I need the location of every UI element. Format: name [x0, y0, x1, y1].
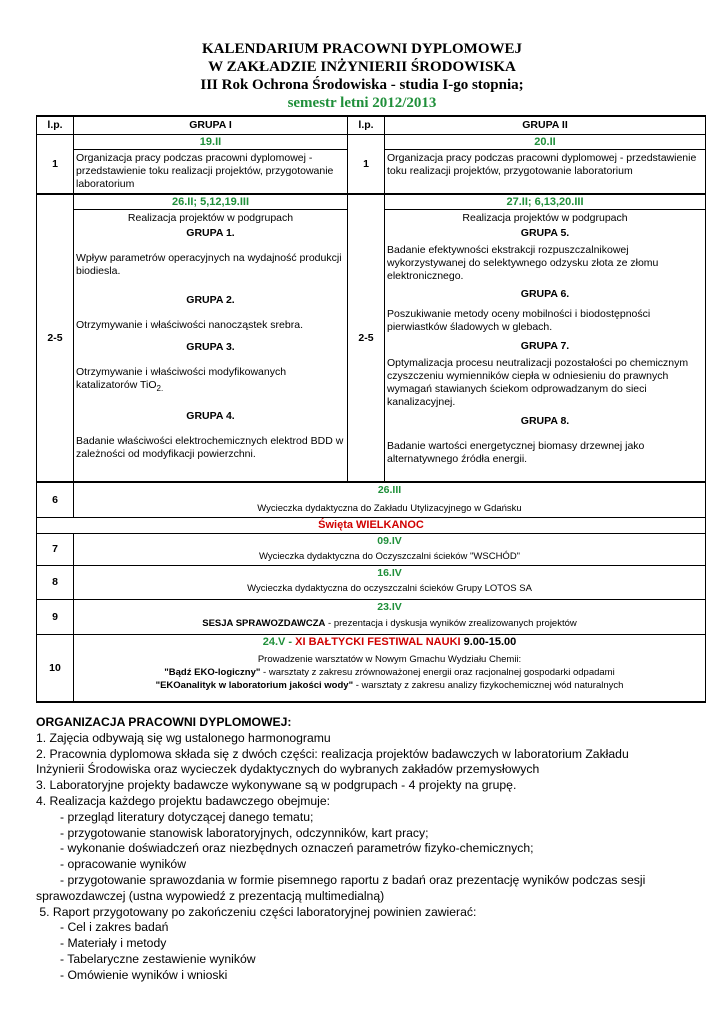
- group-1-date: 26.II; 5,12,19.III: [74, 195, 347, 210]
- group-2-intro: Realizacja projektów w podgrupach: [462, 212, 628, 224]
- subgroup-8-label: GRUPA 8.: [520, 415, 570, 427]
- row-7-text: Wycieczka dydaktyczna do Oczyszczalni ścieków "WSCHÓD": [258, 551, 521, 562]
- row-6-date: 26.III: [377, 484, 402, 496]
- subgroup-7-label: GRUPA 7.: [520, 340, 570, 352]
- workshop-intro: Prowadzenie warsztatów w Nowym Gmachu Wydziału Chemii:: [257, 654, 522, 665]
- row-number: 2-5: [37, 194, 74, 482]
- row-number-2: 1: [348, 135, 385, 195]
- row-number: 10: [37, 635, 74, 703]
- row-9-cell: [74, 600, 706, 635]
- festival-time: 9.00-15.00: [460, 636, 517, 648]
- workshop-1-desc: - warsztaty z zakresu zrównoważonej energii oraz racjonalnej gospodarki odpadami: [260, 667, 615, 678]
- row-6-text: Wycieczka dydaktyczna do Zakładu Utylizacyjnego w Gdańsku: [257, 503, 522, 514]
- lp-header-2: l.p.: [348, 116, 385, 135]
- group-2-header: GRUPA II: [385, 116, 706, 135]
- table-row-9: [37, 600, 706, 635]
- group-1-cell: [74, 194, 348, 482]
- group-1-cell: [74, 135, 348, 195]
- list-item: - Materiały i metody: [60, 936, 167, 951]
- row-10-date: [74, 635, 705, 650]
- subgroup-1-text: Wpływ parametrów operacyjnych na wydajność produkcji biodiesla.: [76, 252, 342, 277]
- semester-line: semestr letni 2012/2013: [287, 95, 437, 111]
- table-header-row: [37, 116, 706, 135]
- document-header: [0, 40, 724, 112]
- group-2-date: 27.II; 6,13,20.III: [385, 195, 705, 210]
- row-number: 1: [37, 135, 74, 195]
- lp-header: l.p.: [37, 116, 74, 135]
- session-label: SESJA SPRAWOZDAWCZA: [202, 618, 326, 629]
- row-8-cell: [74, 566, 706, 600]
- row-9-text: [74, 614, 705, 632]
- workshop-1-title: "Bądź EKO-logiczny": [164, 667, 261, 678]
- organization-title: ORGANIZACJA PRACOWNI DYPLOMOWEJ:: [36, 715, 292, 729]
- festival-date: 24.V -: [262, 636, 296, 648]
- row-8-text: Wycieczka dydaktyczna do oczyszczalni ścieków Grupy LOTOS SA: [247, 583, 532, 594]
- table-row-10: [37, 635, 706, 703]
- group-2-date: 20.II: [385, 135, 705, 150]
- group-2-cell: [385, 135, 706, 195]
- org-point-1: 1. Zajęcia odbywają się wg ustalonego harmonogramu: [36, 730, 331, 745]
- subgroup-7-text: Optymalizacja procesu neutralizacji pozostałości po chemicznym czyszczeniu wymienników ciepła w odniesieniu do prawnych wymagań stawianych ściekom odprowadzanym do sieci kanalizacyjnej.: [387, 357, 689, 408]
- org-point-2a: 2. Pracownia dyplomowa składa się z dwóch części: realizacja projektów badawczych w laboratorium Zakładu: [36, 746, 629, 761]
- row-8-date: 16.IV: [377, 567, 402, 579]
- table-row-6: [37, 482, 706, 518]
- org-point-3: 3. Laboratoryjne projekty badawcze wykonywane są w podgrupach - 4 projekty na grupę.: [36, 778, 517, 793]
- title-line-1: KALENDARIUM PRACOWNI DYPLOMOWEJ: [202, 41, 522, 57]
- workshop-2-title: "EKOanalityk w laboratorium jakości wody": [155, 680, 354, 691]
- subgroup-1-label: GRUPA 1.: [186, 227, 235, 239]
- subgroup-3-text: [74, 356, 347, 408]
- row-9-date: 23.IV: [377, 601, 402, 613]
- subgroup-2-label: GRUPA 2.: [186, 294, 235, 306]
- session-desc: - prezentacja i dyskusja wyników zrealizowanych projektów: [325, 618, 577, 629]
- subgroup-8-text: Badanie wartości energetycznej biomasy drzewnej jako alternatywnego źródła energii.: [387, 440, 645, 465]
- subgroup-3-label: GRUPA 3.: [186, 341, 235, 353]
- festival-name: XI BAŁTYCKI FESTIWAL NAUKI: [295, 636, 461, 648]
- group-1-date: 19.II: [74, 135, 347, 150]
- table-row-1: [37, 135, 706, 195]
- subgroup-6-label: GRUPA 6.: [520, 288, 570, 300]
- org-point-5: 5. Raport przygotowany po zakończeniu części laboratoryjnej powinien zawierać:: [36, 904, 477, 919]
- subgroup-5-text: Badanie efektywności ekstrakcji rozpuszczalnikowej wykorzystywanej do selektywnego odzysku złota ze złomu elektronicznego.: [387, 244, 659, 282]
- title-line-3: III Rok Ochrona Środowiska - studia I-go stopnia;: [200, 77, 524, 93]
- row-number: 9: [37, 600, 74, 635]
- row-number-2: 2-5: [348, 194, 385, 482]
- org-point-4-cont: sprawozdawczej (ustna wypowiedź z prezentacją multimedialną): [36, 888, 385, 903]
- row-10-cell: [74, 635, 706, 703]
- title-line-2: W ZAKŁADZIE INŻYNIERII ŚRODOWISKA: [208, 59, 516, 75]
- list-item: - wykonanie doświadczeń oraz niezbędnych oznaczeń parametrów fizyko-chemicznych;: [60, 841, 534, 856]
- org-point-2b: Inżynierii Środowiska oraz wycieczek dydaktycznych do wybranych zakładów przemysłowych: [36, 762, 540, 777]
- table-row-2-5: [37, 194, 706, 482]
- row-number: 6: [37, 482, 74, 518]
- group-2-text: Organizacja pracy podczas pracowni dyplomowej - przedstawienie toku realizacji projektów, przygotowanie laboratorium: [387, 152, 697, 177]
- subgroup-4-label: GRUPA 4.: [186, 410, 235, 422]
- holiday-label: Święta WIELKANOC: [37, 518, 706, 534]
- subgroup-5-label: GRUPA 5.: [520, 227, 570, 239]
- schedule-table: [36, 115, 706, 703]
- list-item: - przegląd literatury dotyczącej danego tematu;: [60, 809, 314, 824]
- list-item: - Omówienie wyników i wnioski: [60, 967, 228, 982]
- organization-section: [36, 715, 716, 984]
- table-row-7: [37, 534, 706, 566]
- subgroup-3-text-main: Otrzymywanie i właściwości modyfikowanych katalizatorów TiO: [76, 366, 287, 391]
- list-item: - Cel i zakres badań: [60, 920, 169, 935]
- workshop-2: [74, 679, 705, 692]
- group-1-header: GRUPA I: [74, 116, 348, 135]
- holiday-row: [37, 518, 706, 534]
- group-1-text: Organizacja pracy podczas pracowni dyplomowej - przedstawienie toku realizacji projektów, przygotowanie laboratorium: [76, 152, 334, 190]
- subgroup-6-text: Poszukiwanie metody oceny mobilności i biodostępności pierwiastków śladowych w glebach.: [387, 308, 651, 333]
- row-6-cell: [74, 482, 706, 518]
- table-row-8: [37, 566, 706, 600]
- group-2-cell: [385, 194, 706, 482]
- subgroup-4-text: Badanie właściwości elektrochemicznych elektrod BDD w zależności od modyfikacji powierzchni.: [76, 435, 344, 460]
- workshop-2-desc: - warsztaty z zakresu analizy fizykochemicznej wód naturalnych: [353, 680, 624, 691]
- row-7-date: 09.IV: [377, 535, 402, 547]
- row-number: 7: [37, 534, 74, 566]
- row-number: 8: [37, 566, 74, 600]
- subgroup-2-text: Otrzymywanie i właściwości nanocząstek srebra.: [76, 319, 303, 331]
- group-1-intro: Realizacja projektów w podgrupach: [127, 212, 294, 224]
- list-item: - Tabelaryczne zestawienie wyników: [60, 951, 256, 966]
- list-item: - opracowanie wyników: [60, 857, 186, 872]
- list-item: - przygotowanie sprawozdania w formie pisemnego raportu z badań oraz prezentację wyników podczas sesji: [60, 872, 646, 887]
- list-item: - przygotowanie stanowisk laboratoryjnych, odczynników, kart pracy;: [60, 825, 429, 840]
- org-point-4: 4. Realizacja każdego projektu badawczego obejmuje:: [36, 793, 331, 808]
- workshop-1: [74, 666, 705, 679]
- subgroup-3-subscript: 2.: [156, 384, 164, 394]
- row-7-cell: [74, 534, 706, 566]
